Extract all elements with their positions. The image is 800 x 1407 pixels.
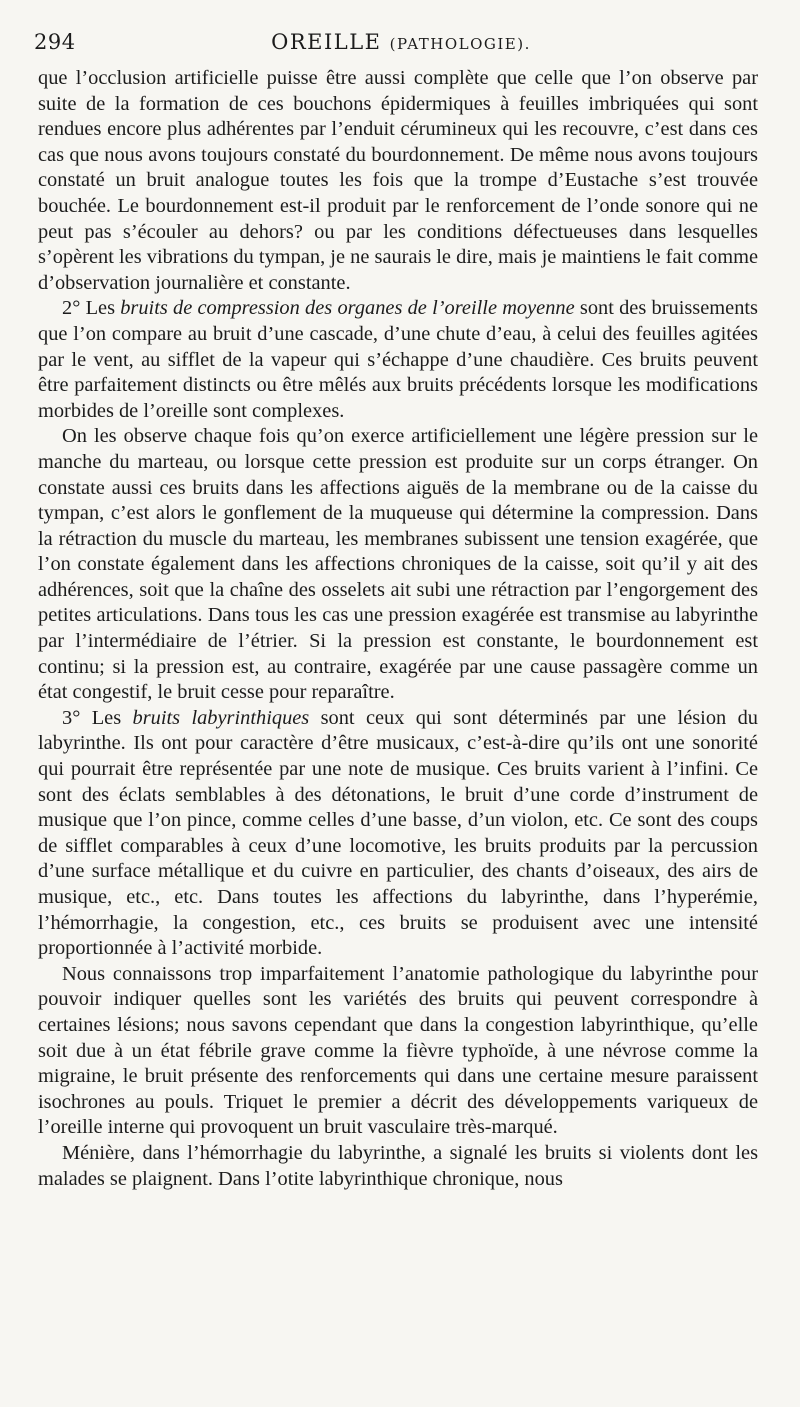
paragraph-text: Nous connaissons trop imparfaitement l’anatomie pathologique du labyrinthe pour pouvoir indiquer quelles sont les variétés des bruits qui peuvent correspondre à certaines lésions; nous savons cependant que dans la congestion labyrinthique, qu’elle soit due à un état fébrile grave comme la fièvre typhoïde, à une névrose comme la migraine, le bruit présente des renforcements qui dans une certaine mesure paraissent isochrones au pouls. Triquet le premier a décrit des développements variqueux de l’oreille interne qui provoquent un bruit vasculaire très-marqué. (38, 962, 758, 1139)
page-number: 294 (34, 30, 76, 54)
paragraph (38, 296, 758, 424)
paragraph (38, 706, 758, 962)
paragraph-text: Ménière, dans l’hémorrhagie du labyrinthe, a signalé les bruits si violents dont les malades se plaignent. Dans l’otite labyrinthique chronique, nous (38, 1141, 758, 1190)
running-head (30, 30, 772, 54)
running-title: OREILLE (271, 30, 382, 54)
paragraph (38, 424, 758, 706)
body-text (38, 66, 758, 1192)
italic-term: bruits labyrinthiques (132, 706, 310, 729)
italic-term: bruits de compression des organes de l’oreille moyenne (120, 297, 575, 320)
paragraph-text: que l’occlusion artificielle puisse être aussi complète que celle que l’on observe par suite de la formation de ces bouchons épidermiques à feuilles imbriquées qui sont rendues encore plus adhérentes par l’enduit cérumineux qui les recouvre, c’est dans ces cas que nous avons toujours constaté du bourdonnement. De même nous avons toujours constaté un bruit analogue toutes les fois que la trompe d’Eustache s’est trouvée bouchée. Le bourdonnement est-il produit par le renforcement de l’onde sonore qui ne peut pas s’écouler au dehors? ou par les conditions défectueuses dans lesquelles s’opèrent les vibrations du tympan, je ne saurais le dire, mais je maintiens le fait comme d’observation journalière et constante. (38, 67, 758, 294)
paragraph-text: 3° Les (62, 706, 133, 729)
paragraph (38, 1141, 758, 1192)
running-subtitle: (PATHOLOGIE). (389, 35, 531, 53)
paragraph-text: On les observe chaque fois qu’on exerce artificiellement une légère pression sur le manche du marteau, ou lorsque cette pression est produite sur un corps étranger. On constate aussi ces bruits dans les affections aiguës de la membrane ou de la caisse du tympan, c’est alors le gonflement de la muqueuse qui détermine la compression. Dans la rétraction du muscle du marteau, les membranes subissent une tension exagérée, que l’on constate également dans les affections chroniques de la caisse, soit qu’il y ait des adhérences, soit que la chaîne des osselets ait subi une rétraction par l’engorgement des petites articulations. Dans tous les cas une pression exagérée est transmise au labyrinthe par l’intermédiaire de l’étrier. Si la pression est constante, le bourdonnement est continu; si la pression est, au contraire, exagérée par une cause passagère comme un état congestif, le bruit cesse pour reparaître. (38, 425, 758, 704)
paragraph-text: sont des bruissements que l’on compare au bruit d’une cascade, d’une chute d’eau, à celui des feuilles agitées par le vent, au sifflet de la vapeur qui s’échappe d’une chaudière. Ces bruits peuvent être parfaitement distincts ou être mêlés aux bruits précédents lorsque les modifications morbides de l’oreille sont complexes. (38, 297, 758, 422)
paragraph (38, 66, 758, 296)
paragraph (38, 962, 758, 1141)
page-header (30, 26, 772, 60)
paragraph-text: 2° Les (62, 297, 121, 320)
paragraph-text: sont ceux qui sont déterminés par une lésion du labyrinthe. Ils ont pour caractère d’être musicaux, c’est-à-dire qu’ils ont une sonorité qui pourrait être représentée par une note de musique. Ces bruits varient à l’infini. Ce sont des éclats semblables à des détonations, le bruit d’une corde d’instrument de musique que l’on pince, comme celles d’une basse, d’un violon, etc. Ce sont des coups de sifflet comparables à ceux d’une locomotive, les bruits produits par la percussion d’une surface métallique et du cuivre en particulier, des chants d’oiseaux, des airs de musique, etc., etc. Dans toutes les affections du labyrinthe, dans l’hyperémie, l’hémorrhagie, la congestion, etc., ces bruits se produisent avec une intensité proportionnée à l’activité morbide. (38, 706, 758, 960)
